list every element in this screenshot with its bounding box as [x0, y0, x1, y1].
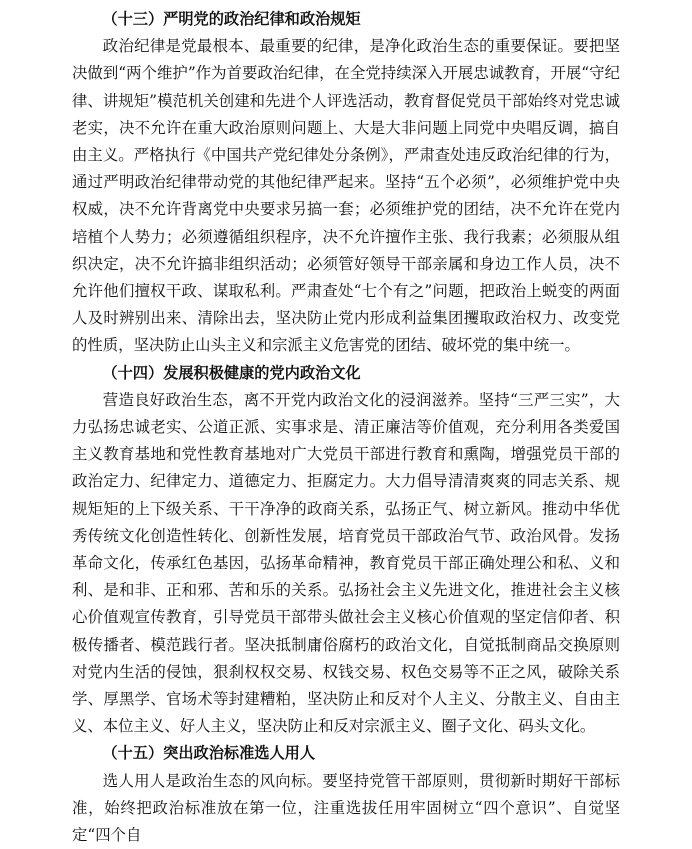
section-heading-14: （十四）发展积极健康的党内政治文化: [102, 363, 361, 382]
section-body-13: 政治纪律是党最根本、最重要的纪律，是净化政治生态的重要保证。要把坚决做到“两个维护”作为首要政治纪律，在全党持续深入开展忠诚教育，开展“守纪律、讲规矩”模范机关创建和先进个人评选活动，教育督促党员干部始终对党忠诚老实，决不允许在重大政治原则问题上、大是大非问题上同党中央唱反调，搞自由主义。严格执行《中国共产党纪律处分条例》，严肃查处违反政治纪律的行为，通过严明政治纪律带动党的其他纪律严起来。坚持“五个必须”，必须维护党中央权威，决不允许背离党中央要求另搞一套；必须维护党的团结，决不允许在党内培植个人势力；必须遵循组织程序，决不允许擅作主张、我行我素；必须服从组织决定，决不允许搞非组织活动；必须管好领导干部亲属和身边工作人员，决不允许他们擅权干政、谋取私利。严肃查处“七个有之”问题，把政治上蜕变的两面人及时辨别出来、清除出去，坚决防止党内形成利益集团攫取政治权力、改变党的性质，坚决防止山头主义和宗派主义危害党的团结、破坏党的集中统一。: [72, 37, 620, 355]
section-heading-15: （十五）突出政治标准选人用人: [102, 744, 316, 763]
section-body-15: 选人用人是政治生态的风向标。要坚持党管干部原则，贯彻新时期好干部标准，始终把政治标准放在第一位，注重选拔任用牢固树立“四个意识”、自觉坚定“四个自: [72, 771, 620, 845]
section-body-14: 营造良好政治生态，离不开党内政治文化的浸润滋养。坚持“三严三实”，大力弘扬忠诚老实、公道正派、实事求是、清正廉洁等价值观，充分利用各类爱国主义教育基地和党性教育基地对广大党员干部进行教育和熏陶，增强党员干部的政治定力、纪律定力、道德定力、拒腐定力。大力倡导清清爽爽的同志关系、规规矩矩的上下级关系、干干净净的政商关系，弘扬正气、树立新风。推动中华优秀传统文化创造性转化、创新性发展，培育党员干部政治气节、政治风骨。发扬革命文化，传承红色基因，弘扬革命精神，教育党员干部正确处理公和私、义和利、是和非、正和邪、苦和乐的关系。弘扬社会主义先进文化，推进社会主义核心价值观宣传教育，引导党员干部带头做社会主义核心价值观的坚定信仰者、积极传播者、模范践行者。坚决抵制庸俗腐朽的政治文化，自觉抵制商品交换原则对党内生活的侵蚀，狠刹权权交易、权钱交易、权色交易等不正之风，破除关系学、厚黑学、官场术等封建糟粕，坚决防止和反对个人主义、分散主义、自由主义、本位主义、好人主义，坚决防止和反对宗派主义、圈子文化、码头文化。: [72, 390, 620, 736]
section-heading-13: （十三）严明党的政治纪律和政治规矩: [102, 10, 361, 28]
document-page: [72, 6, 620, 849]
